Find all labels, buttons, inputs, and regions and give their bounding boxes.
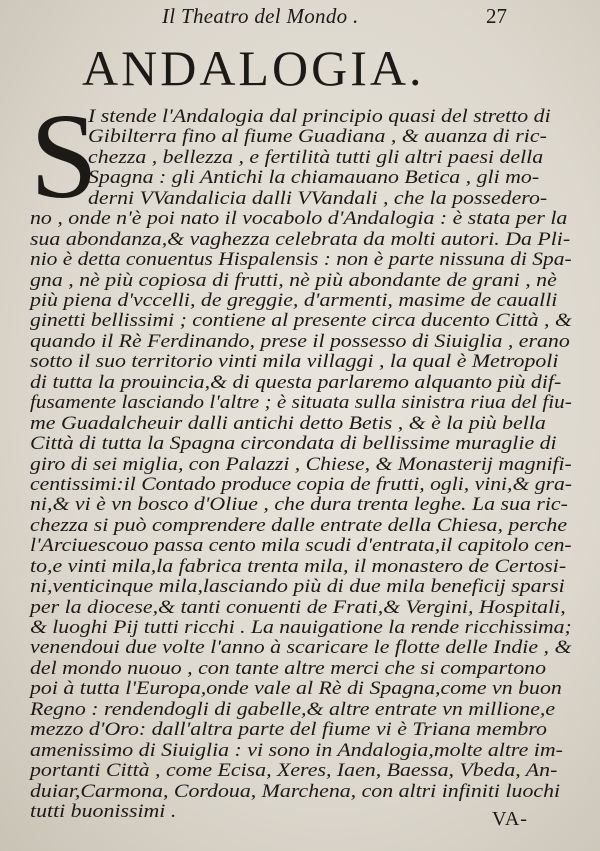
text-line: nio è detta conuentus Hispalensis : non è parte nissuna di Spa- (30, 249, 572, 271)
text-line: chezza , bellezza , e fertilità tutti gli altri paesi della (88, 146, 544, 168)
text-line: centissimi:il Contado produce copia de frutti, ogli, vini,& gra- (30, 473, 572, 495)
text-line: di tutta la prouincia,& di questa parlaremo alquanto più dif- (30, 371, 562, 393)
chapter-title: ANDALOGIA. (82, 40, 425, 96)
catchword: VA- (492, 808, 528, 830)
text-line: venendoui due volte l'anno à scaricare le flotte delle Indie , & (30, 637, 572, 659)
text-line: giro di sei miglia, con Palazzi , Chiese, & Monasterij magnifi- (30, 453, 572, 475)
text-line: gna , nè più copiosa di frutti, nè più abondante de grani , nè (30, 269, 557, 291)
text-line: derni VVandalicia dalli VVandali , che la possedero- (88, 187, 548, 209)
text-line: duiar,Carmona, Cordoua, Marchena, con altri infiniti luochi (30, 780, 561, 802)
text-line: ni,venticinque mila,lasciando più di due mila beneficij sparsi (30, 576, 565, 598)
page-number: 27 (486, 4, 507, 28)
text-line: chezza si può comprendere dalle entrate della Chiesa, perche (30, 514, 568, 536)
text-line: Spagna : gli Antichi la chiamauano Betica , gli mo- (88, 167, 540, 189)
text-line: to,e vinti mila,la fabrica trenta mila, il monastero de Certosi- (30, 555, 567, 577)
running-head-title: Il Theatro del Mondo . (162, 4, 359, 28)
text-line: più piena d'vccelli, de greggie, d'armenti, masime de caualli (30, 289, 558, 311)
drop-cap-initial: S (30, 89, 98, 224)
text-line: I stende l'Andalogia dal principio quasi del stretto di (88, 106, 551, 127)
text-line: me Guadalcheuir dalli antichi detto Betis , & è la più bella (30, 412, 546, 434)
text-line: sotto il suo territorio vinti mila villaggi , la qual è Metropoli (30, 351, 559, 373)
text-line: poi à tutta l'Europa,onde vale al Rè di Spagna,come vn buon (30, 678, 562, 700)
text-line: del mondo nuouo , con tante altre merci che si compartono (30, 657, 547, 679)
text-line: quando il Rè Ferdinando, prese il possesso di Siuiglia , erano (30, 330, 570, 352)
text-line: sua abondanza,& vaghezza celebrata da molti autori. Da Pli- (30, 228, 571, 250)
text-line: amenissimo di Siuiglia : vi sono in Andalogia,molte altre im- (30, 739, 563, 761)
text-line: no , onde n'è poi nato il vocabolo d'Andalogia : è stata per la (30, 208, 568, 230)
text-line: per la diocese,& tanti conuenti de Frati,& Vergini, Hospitali, (30, 596, 566, 618)
text-line: l'Arciuescouo passa cento mila scudi d'entrata,il capitolo cen- (30, 535, 572, 557)
text-line: ni,& vi è vn bosco d'Oliue , che dura trenta leghe. La sua ric- (30, 494, 568, 516)
text-line: Città di tutta la Spagna circondata di bellissime muraglie di (30, 433, 557, 455)
text-line: portanti Città , come Ecisa, Xeres, Iaen, Baessa, Vbeda, An- (30, 760, 558, 782)
text-line: Gibilterra fino al fiume Guadiana , & auanza di ric- (88, 126, 547, 148)
text-line: & luoghi Pij tutti ricchi . La nauigatione la rende ricchissima; (30, 617, 572, 639)
text-line: fusamente lasciando l'altre ; è situata sulla sinistra riua del fiu- (30, 392, 572, 414)
text-line: ginetti bellissimi ; contiene al presente circa ducento Città , & (30, 310, 572, 332)
text-line: Regno : rendendogli di gabelle,& altre entrate vn millione,e (30, 698, 556, 720)
text-line: mezzo d'Oro: dall'altra parte del fiume vi è Triana membro (30, 719, 547, 741)
text-line: tutti buonissimi . (30, 801, 177, 822)
